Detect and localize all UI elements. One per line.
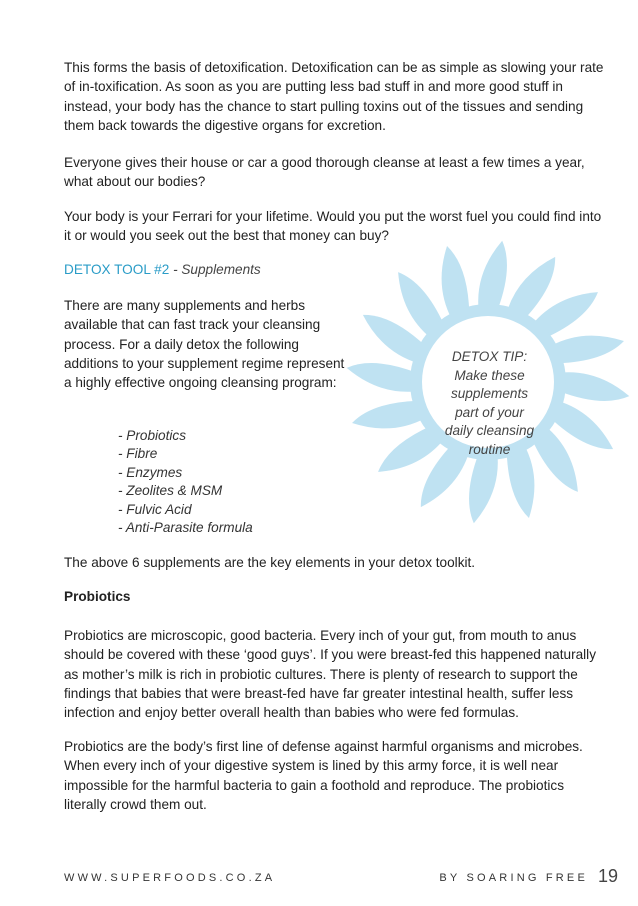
list-item: - Probiotics <box>118 428 186 443</box>
sun-ray <box>469 453 498 523</box>
sun-ray <box>347 363 417 392</box>
list-item: - Fulvic Acid <box>118 501 192 517</box>
tip-line: supplements <box>450 386 529 402</box>
list-item: - Anti-Parasite formula <box>118 520 253 536</box>
paragraph-supplements-intro: There are many supplements and herbs available that can fast track your cleansing process. For a daily detox the following additions to your supplement regime represent a highly effective ongoing cleansing program: <box>64 298 345 391</box>
detox-tool-subtitle: - Supplements <box>173 262 261 277</box>
footer-website: WWW.SUPERFOODS.CO.ZA <box>64 872 276 884</box>
paragraph-probiotics-1: Probiotics are microscopic, good bacteria. Every inch of your gut, from mouth to anus should be covered with these ‘good guys’. If you were breast-fed this happened naturally as mother’s milk is rich in probiotic cultures. There is plenty of research to support the findings that babies that were breast-fed have far greater intestinal health, suffer less infection and enjoy better overall health than babies who were fed formulas. <box>64 628 596 721</box>
tip-line: DETOX TIP: <box>451 349 528 364</box>
detox-tip <box>432 348 547 460</box>
paragraph-ferrari: Your body is your Ferrari for your lifetime. Would you put the worst fuel you could find into it or would you seek out the best that money can buy? <box>64 209 602 244</box>
footer-credit: BY SOARING FREE <box>439 872 588 884</box>
section-title-probiotics: Probiotics <box>64 589 131 604</box>
paragraph-toolkit: The above 6 supplements are the key elements in your detox toolkit. <box>64 555 476 570</box>
page-number: 19 <box>597 866 618 886</box>
tip-line: routine <box>468 441 511 457</box>
sun-ray <box>478 241 507 311</box>
tip-line: daily cleansing <box>444 423 535 439</box>
paragraph-probiotics-2: Probiotics are the body’s first line of defense against harmful organisms and microbes. When every inch of your digestive system is lined by this army force, it is well near impossible for the harmful bacteria to gain a foothold and reproduce. The probiotics literally crowd them out. <box>64 739 583 812</box>
list-item: - Fibre <box>118 446 158 462</box>
tip-line: Make these <box>454 367 525 383</box>
sun-ray <box>559 372 629 401</box>
paragraph-detoxification: This forms the basis of detoxification. Detoxification can be as simple as slowing your rate of in-toxification. As soon as you are putting less bad stuff in and more good stuff in instead, your body has the chance to start pulling toxins out of the tissues and sending them back towards the digestive organs for excretion. <box>64 60 604 133</box>
supplements-list <box>118 427 253 537</box>
detox-tool-label: DETOX TOOL #2 <box>64 262 170 277</box>
list-item: - Zeolites & MSM <box>118 483 223 499</box>
list-item: - Enzymes <box>118 464 183 480</box>
tip-line: part of your <box>455 404 524 420</box>
paragraph-cleanse: Everyone gives their house or car a good thorough cleanse at least a few times a year, what about our bodies? <box>64 155 585 190</box>
detox-tool-heading <box>64 262 261 277</box>
